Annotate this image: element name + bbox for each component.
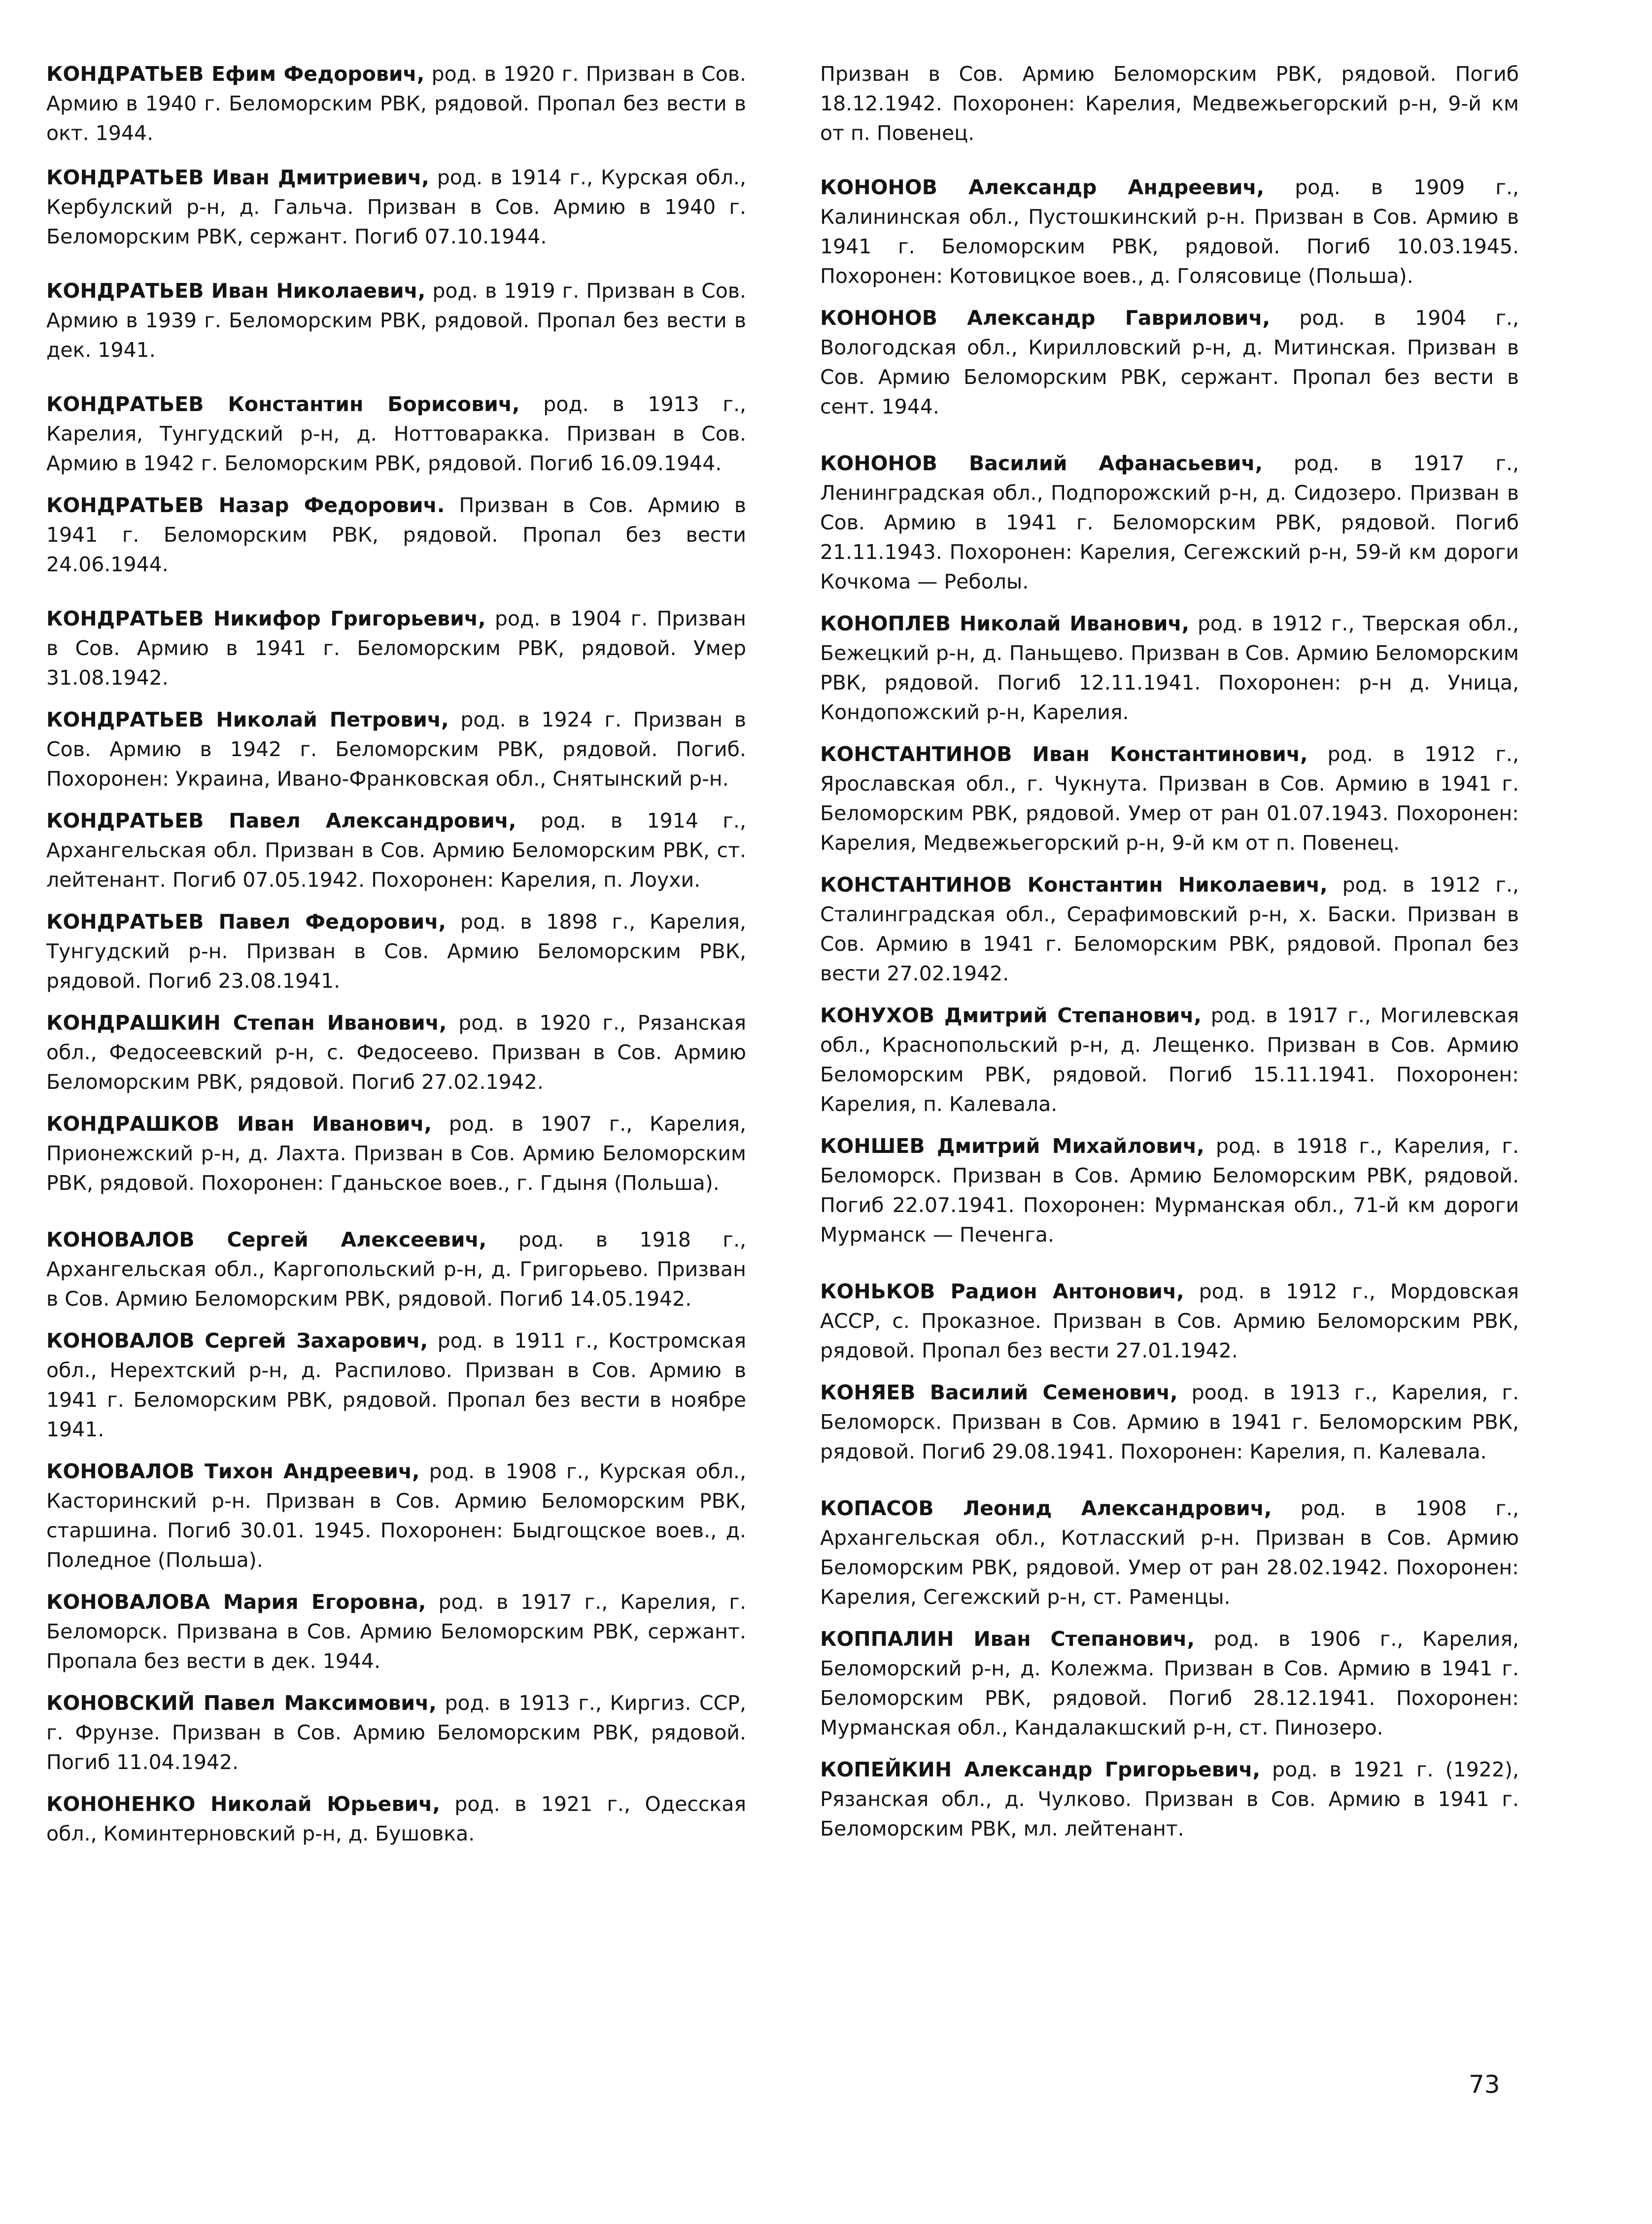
entry — [820, 303, 1519, 421]
entry-text: род. в 1909 г., Калининская обл., Пустошкинский р-н. Призван в Сов. Армию в 1941 г. Беломорским РВК, рядовой. Погиб 10.03.1945. Похоронен: Котовицкое воев., д. Голясовице (Польша). — [820, 175, 1519, 288]
entry — [820, 1001, 1519, 1119]
entry — [46, 490, 746, 579]
page-number: 73 — [1469, 2070, 1500, 2099]
entry-text: род. в 1913 г., Карелия, Тунгудский р-н, д. Ноттоваракка. Призван в Сов. Армию в 1942 г. Беломорским РВК, рядовой. Погиб 16.09.1944. — [46, 392, 747, 475]
entry-name: КОНДРАТЬЕВ Павел Александрович, — [46, 809, 516, 833]
entry — [46, 1225, 746, 1314]
entry — [46, 389, 746, 478]
entry-text: род. в 1921 г., Одесская обл., Коминтерновский р-н, д. Бушовка. — [46, 1792, 746, 1845]
entry-name: КОНСТАНТИНОВ Константин Николаевич, — [820, 873, 1328, 897]
entry — [820, 1378, 1519, 1466]
entry-text: род. в 1912 г., Сталинградская обл., Серафимовский р-н, х. Баски. Призван в Сов. Армию в 1941 г. Беломорским РВК, рядовой. Пропал без вести 27.02.1942. — [820, 873, 1519, 985]
entry — [820, 1624, 1519, 1742]
entry — [820, 739, 1519, 858]
entry-text: род. в 1912 г., Тверская обл., Бежецкий р-н, д. Паньщево. Призван в Сов. Армию Беломорским РВК, рядовой. Погиб 12.11.1941. Похоронен: р-н д. Уница, Кондопожский р-н, Карелия. — [820, 612, 1519, 724]
entry-text: род. в 1919 г. Призван в Сов. Армию в 1939 г. Беломорским РВК, рядовой. Пропал без вести в дек. 1941. — [46, 279, 746, 362]
entry-name: КОНДРАТЬЕВ Никифор Григорьевич, — [46, 607, 486, 630]
entry-name: КОНДРАТЬЕВ Константин Борисович, — [46, 392, 520, 416]
entry — [46, 276, 746, 365]
entry-name: КОНОВСКИЙ Павел Максимович, — [46, 1691, 437, 1715]
entry — [46, 1109, 746, 1198]
entry-name: КОНДРАТЬЕВ Иван Николаевич, — [46, 279, 426, 303]
entry-text: род. в 1904 г., Вологодская обл., Кирилловский р-н, д. Митинская. Призван в Сов. Армию Беломорским РВК, сержант. Пропал без вести в сент. 1944. — [820, 306, 1519, 418]
entry-text: род. в 1918 г., Карелия, г. Беломорск. Призван в Сов. Армию Беломорским РВК, рядовой. Погиб 22.07.1941. Похоронен: Мурманская обл., 71-й км дороги Мурманск — Печенга. — [820, 1134, 1519, 1247]
entry — [46, 806, 746, 895]
entry-name: КОНДРАТЬЕВ Павел Федорович, — [46, 910, 447, 934]
entry — [46, 59, 746, 148]
entry-text: род. в 1912 г., Ярославская обл., г. Чукнута. Призван в Сов. Армию в 1941 г. Беломорским РВК, рядовой. Умер от ран 01.07.1943. Похоронен: Карелия, Медвежьегорский р-н, 9-й км от п. Повенец. — [820, 742, 1519, 855]
entry — [820, 609, 1519, 727]
entry-text: род. в 1912 г., Мордовская АССР, с. Проказное. Призван в Сов. Армию Беломорским РВК, рядовой. Пропал без вести 27.01.1942. — [820, 1280, 1519, 1362]
entry-text: род. в 1920 г., Рязанская обл., Федосеевский р-н, с. Федосеево. Призван в Сов. Армию Беломорским РВК, рядовой. Погиб 27.02.1942. — [46, 1011, 746, 1094]
entry — [46, 1326, 746, 1444]
entry-text: роод. в 1913 г., Карелия, г. Беломорск. Призван в Сов. Армию в 1941 г. Беломорским РВК, рядовой. Погиб 29.08.1941. Похоронен: Карелия, п. Калевала. — [820, 1381, 1519, 1463]
entry-text: род. в 1904 г. Призван в Сов. Армию в 1941 г. Беломорским РВК, рядовой. Умер 31.08.1942. — [46, 607, 746, 690]
entry-name: КОНДРАШКОВ Иван Иванович, — [46, 1112, 432, 1136]
entry-text: род. в 1907 г., Карелия, Прионежский р-н, д. Лахта. Призван в Сов. Армию Беломорским РВК, рядовой. Похоронен: Гданьское воев., г. Гдыня (Польша). — [46, 1112, 746, 1195]
entry-text: род. в 1914 г., Архангельская обл. Призван в Сов. Армию Беломорским РВК, ст. лейтенант. Погиб 07.05.1942. Похоронен: Карелия, п. Лоухи. — [46, 809, 746, 892]
left-column — [46, 59, 746, 1848]
entry-text: род. в 1917 г., Карелия, г. Беломорск. Призвана в Сов. Армию Беломорским РВК, сержант. Пропала без вести в дек. 1944. — [46, 1590, 746, 1673]
entry-name: КОНОНОВ Александр Гаврилович, — [820, 306, 1271, 330]
entry — [46, 705, 746, 794]
entry-name: КОНСТАНТИНОВ Иван Константинович, — [820, 742, 1308, 766]
entry-name: КОПАСОВ Леонид Александрович, — [820, 1496, 1272, 1520]
entry-text: Призван в Сов. Армию в 1941 г. Беломорским РВК, рядовой. Пропал без вести 24.06.1944. — [46, 493, 746, 576]
entry-name: КОНОВАЛОВ Сергей Захарович, — [46, 1329, 428, 1353]
entry — [46, 1008, 746, 1097]
entry-text: род. в 1911 г., Костромская обл., Нерехтский р-н, д. Распилово. Призван в Сов. Армию в 1941 г. Беломорским РВК, рядовой. Пропал без вести в ноябре 1941. — [46, 1329, 746, 1441]
entry — [46, 907, 746, 996]
entry-continuation — [820, 59, 1519, 148]
entry-text: род. в 1908 г., Курская обл., Касторинский р-н. Призван в Сов. Армию Беломорским РВК, старшина. Погиб 30.01. 1945. Похоронен: Быдгощское воев., д. Поледное (Польша). — [46, 1460, 746, 1572]
entry-text: Призван в Сов. Армию Беломорским РВК, рядовой. Погиб 18.12.1942. Похоронен: Карелия, Медвежьегорский р-н, 9-й км от п. Повенец. — [820, 62, 1519, 145]
entry — [46, 163, 746, 251]
entry — [46, 1587, 746, 1676]
entry — [820, 1131, 1519, 1250]
entry-text: род. в 1924 г. Призван в Сов. Армию в 1942 г. Беломорским РВК, рядовой. Погиб. Похоронен: Украина, Ивано-Франковская обл., Снятынский р-н. — [46, 708, 746, 791]
entry-name: КОППАЛИН Иван Степанович, — [820, 1627, 1195, 1651]
entry-name: КОНОНЕНКО Николай Юрьевич, — [46, 1792, 440, 1816]
entry-name: КОНЯЕВ Василий Семенович, — [820, 1381, 1178, 1404]
entry-name: КОНШЕВ Дмитрий Михайлович, — [820, 1134, 1205, 1158]
entry-name: КОНОНОВ Александр Андреевич, — [820, 175, 1265, 199]
entry-name: КОНДРАТЬЕВ Иван Дмитриевич, — [46, 166, 429, 189]
right-column — [820, 59, 1519, 1843]
entry-name: КОНОВАЛОВ Тихон Андреевич, — [46, 1460, 420, 1483]
entry-text: род. в 1914 г., Курская обл., Кербулский р-н, д. Гальча. Призван в Сов. Армию в 1940 г. Беломорским РВК, сержант. Погиб 07.10.1944. — [46, 166, 746, 248]
entry-text: род. в 1920 г. Призван в Сов. Армию в 1940 г. Беломорским РВК, рядовой. Пропал без вести в окт. 1944. — [46, 62, 746, 145]
entry-text: род. в 1917 г., Ленинградская обл., Подпорожский р-н, д. Сидозеро. Призван в Сов. Армию в 1941 г. Беломорским РВК, рядовой. Погиб 21.11.1943. Похоронен: Карелия, Сегежский р-н, 59-й км дороги Кочкома — Реболы. — [820, 452, 1519, 593]
entry-text: род. в 1898 г., Карелия, Тунгудский р-н. Призван в Сов. Армию Беломорским РВК, рядовой. Погиб 23.08.1941. — [46, 910, 747, 993]
entry — [46, 604, 746, 693]
entry-name: КОНДРАТЬЕВ Ефим Федорович, — [46, 62, 425, 86]
entry-text: род. в 1913 г., Киргиз. ССР, г. Фрунзе. Призван в Сов. Армию Беломорским РВК, рядовой. Погиб 11.04.1942. — [46, 1691, 746, 1774]
entry — [820, 173, 1519, 291]
entry-text: род. в 1908 г., Архангельская обл., Котласский р-н. Призван в Сов. Армию Беломорским РВК, рядовой. Умер от ран 28.02.1942. Похоронен: Карелия, Сегежский р-н, ст. Раменцы. — [820, 1496, 1519, 1609]
entry-name: КОНОВАЛОВ Сергей Алексеевич, — [46, 1228, 487, 1251]
entry-text: род. в 1917 г., Могилевская обл., Краснопольский р-н, д. Лещенко. Призван в Сов. Армию Беломорским РВК, рядовой. Погиб 15.11.1941. Похоронен: Карелия, п. Калевала. — [820, 1004, 1519, 1116]
entry-name: КОНЬКОВ Радион Антонович, — [820, 1280, 1184, 1303]
entry-name: КОНОВАЛОВА Мария Егоровна, — [46, 1590, 426, 1614]
entry-name: КОНДРАШКИН Степан Иванович, — [46, 1011, 447, 1035]
entry-name: КОНДРАТЬЕВ Николай Петрович, — [46, 708, 449, 731]
entry — [820, 870, 1519, 988]
entry — [820, 449, 1519, 596]
entry — [820, 1277, 1519, 1365]
entry — [46, 1457, 746, 1575]
entry-text: род. в 1918 г., Архангельская обл., Каргопольский р-н, д. Григорьево. Призван в Сов. Армию Беломорским РВК, рядовой. Погиб 14.05.1942. — [46, 1228, 747, 1311]
entry-name: КОНУХОВ Дмитрий Степанович, — [820, 1004, 1202, 1027]
entry-name: КОНДРАТЬЕВ Назар Федорович. — [46, 493, 445, 517]
entry-text: род. в 1906 г., Карелия, Беломорский р-н, д. Колежма. Призван в Сов. Армию в 1941 г. Беломорским РВК, рядовой. Погиб 28.12.1941. Похоронен: Мурманская обл., Кандалакшский р-н, ст. Пинозеро. — [820, 1627, 1519, 1739]
entry-text: род. в 1921 г. (1922), Рязанская обл., д. Чулково. Призван в Сов. Армию в 1941 г. Беломорским РВК, мл. лейтенант. — [820, 1758, 1519, 1841]
entry-name: КОНОПЛЕВ Николай Иванович, — [820, 612, 1190, 635]
entry-name: КОНОНОВ Василий Афанасьевич, — [820, 452, 1263, 475]
entry — [820, 1755, 1519, 1843]
entry — [46, 1789, 746, 1848]
entry — [46, 1688, 746, 1777]
entry — [820, 1494, 1519, 1612]
entry-name: КОПЕЙКИН Александр Григорьевич, — [820, 1758, 1261, 1781]
